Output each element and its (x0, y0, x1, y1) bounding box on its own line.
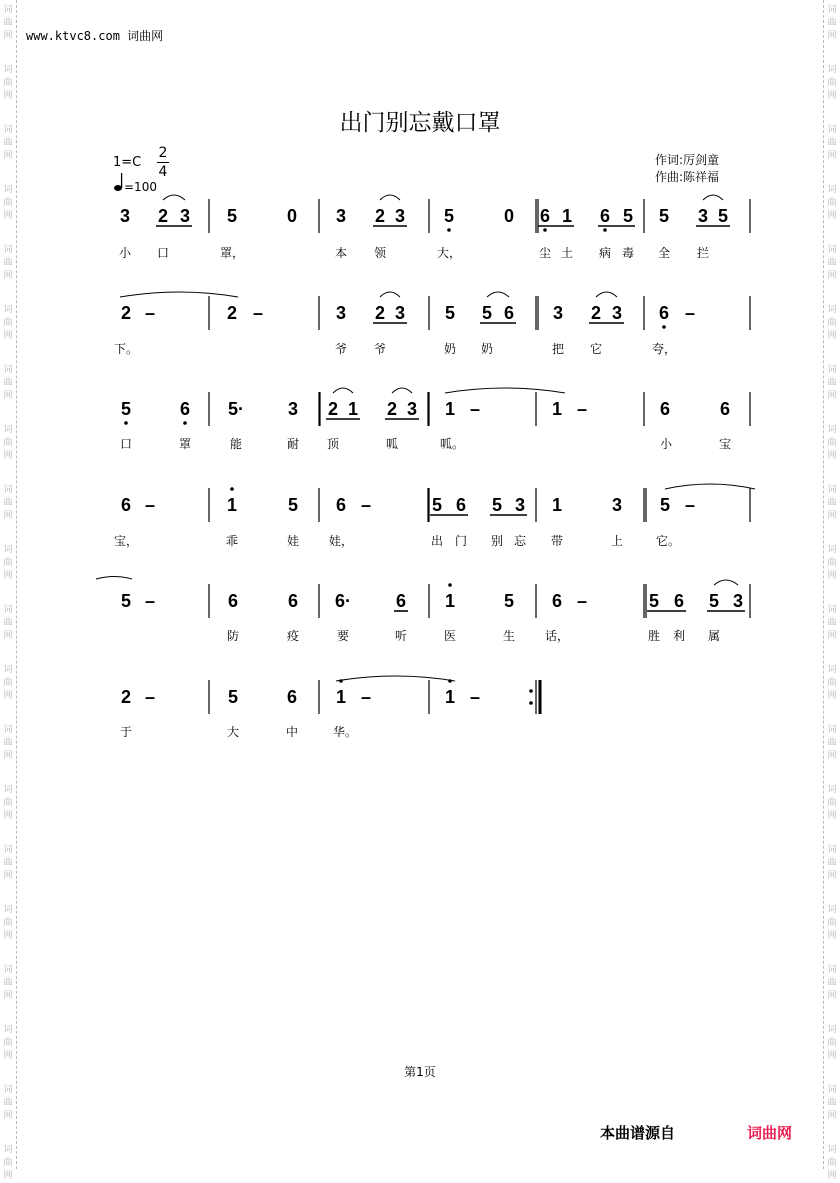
lyric: 呱。 (439, 437, 465, 451)
note: 2 (386, 399, 398, 419)
watermark-text: 词 曲 网 (827, 1145, 837, 1181)
note: 2 (226, 303, 238, 323)
note: – (469, 687, 481, 707)
slur (380, 195, 400, 200)
lyric: 华。 (332, 725, 358, 739)
lyric: 门 (454, 534, 468, 548)
lyric: 中 (285, 725, 299, 739)
watermark-text: 词 曲 网 (827, 305, 837, 341)
lyric: 毒 (621, 246, 635, 260)
watermark-text: 词 曲 网 (3, 365, 13, 401)
page-number: 第1页 (404, 1065, 436, 1079)
lyric: 防 (226, 629, 240, 643)
lyric: 全 (657, 246, 671, 260)
note: 5 (120, 399, 132, 419)
lyric: 疫 (286, 629, 300, 643)
note: 6 (551, 591, 563, 611)
lyric: 顶 (326, 437, 340, 451)
watermark-text: 词 曲 网 (3, 485, 13, 521)
watermark-text: 词 曲 网 (827, 1025, 837, 1061)
lyric: 出 (430, 534, 444, 548)
lyric: 医 (443, 629, 457, 643)
watermark-text: 词 曲 网 (3, 545, 13, 581)
lyric: 娃， (328, 534, 354, 548)
lyric: 要 (336, 629, 350, 643)
lyric: 口 (156, 246, 170, 260)
note: 3 (514, 495, 526, 515)
slur (392, 388, 412, 393)
note: 3 (179, 206, 191, 226)
watermark-text: 词 曲 网 (3, 965, 13, 1001)
watermark-text: 词 曲 网 (3, 125, 13, 161)
note: 2 (374, 303, 386, 323)
note: – (576, 399, 588, 419)
lyric: 夸， (651, 342, 677, 356)
watermark-text: 词 曲 网 (827, 5, 837, 41)
note: – (469, 399, 481, 419)
lyric: 于 (119, 725, 133, 739)
lyric: 爷 (334, 342, 348, 356)
watermark-text: 词 曲 网 (827, 785, 837, 821)
note: 5 (431, 495, 443, 515)
note: 6 (335, 495, 347, 515)
note: 2 (374, 206, 386, 226)
lyric: 能 (229, 437, 243, 451)
lyric: 大， (436, 246, 462, 260)
note: 1 (551, 399, 563, 419)
watermark-text: 词 曲 网 (3, 1025, 13, 1061)
source-logo[interactable]: 词曲网 (747, 1124, 793, 1142)
note: 2 (327, 399, 339, 419)
slur (703, 195, 723, 200)
slur (665, 484, 755, 489)
note: 5 (227, 687, 239, 707)
watermark-text: 词 曲 网 (3, 605, 13, 641)
note: 3 (406, 399, 418, 419)
lyric: 小 (659, 437, 673, 451)
watermark-text: 词 曲 网 (827, 425, 837, 461)
slur (596, 292, 617, 297)
lyricist-credit: 作词:厉剑童 (655, 153, 720, 167)
note: – (144, 591, 156, 611)
slur (336, 676, 455, 681)
lyric: 耐 (286, 437, 300, 451)
lyric: 罩， (219, 246, 245, 260)
note: 3 (335, 206, 347, 226)
lyric: 把 (551, 342, 565, 356)
note: 3 (732, 591, 744, 611)
note: 6 (120, 495, 132, 515)
watermark-text: 词 曲 网 (3, 425, 13, 461)
note: 3 (287, 399, 299, 419)
note: 3 (611, 303, 623, 323)
lyric: 土 (560, 246, 574, 260)
watermark-text: 词 曲 网 (827, 905, 837, 941)
lyric: 罩 (178, 437, 192, 451)
lyric: 宝 (718, 437, 732, 451)
watermark-text: 词 曲 网 (3, 305, 13, 341)
note: 6 (673, 591, 685, 611)
note: 5 (443, 206, 455, 226)
note: 6 (227, 591, 239, 611)
lower-octave-dot (447, 228, 451, 232)
song-title: 出门别忘戴口罩 (339, 110, 501, 136)
watermark-text: 词 曲 网 (827, 125, 837, 161)
note: 5 (120, 591, 132, 611)
lyric: 上 (610, 534, 624, 548)
note: 5 (658, 206, 670, 226)
lyric: 带 (550, 534, 564, 548)
note: 1 (444, 687, 456, 707)
note: 2 (120, 303, 132, 323)
note: 1 (444, 591, 456, 611)
site-url[interactable]: www.ktvc8.com 词曲网 (26, 29, 164, 43)
note: 1 (347, 399, 359, 419)
watermark-text: 词 曲 网 (827, 845, 837, 881)
note: – (360, 495, 372, 515)
note: 5· (227, 399, 245, 419)
note: 6 (179, 399, 191, 419)
note: 1 (561, 206, 573, 226)
slur (120, 292, 238, 297)
upper-octave-dot (230, 487, 234, 491)
lower-octave-dot (603, 228, 607, 232)
repeat-dot (529, 701, 533, 705)
lyric: 尘 (538, 246, 552, 260)
note: 3 (335, 303, 347, 323)
watermark-text: 词 曲 网 (827, 365, 837, 401)
note: 1 (335, 687, 347, 707)
note: – (144, 687, 156, 707)
lower-octave-dot (183, 421, 187, 425)
note: 6 (539, 206, 551, 226)
lyric: 听 (394, 629, 408, 643)
slur (487, 292, 509, 297)
note: 5 (444, 303, 456, 323)
key-signature: 1=C (113, 155, 142, 170)
note: 0 (286, 206, 298, 226)
note: 6 (599, 206, 611, 226)
tempo-marking: =100 (124, 180, 157, 194)
note: 3 (394, 206, 406, 226)
note: 3 (119, 206, 131, 226)
note: 3 (394, 303, 406, 323)
lyric: 大 (226, 725, 240, 739)
note: 5 (503, 591, 515, 611)
note: 6 (503, 303, 515, 323)
watermark-text: 词 曲 网 (827, 965, 837, 1001)
note: 2 (590, 303, 602, 323)
watermark-text: 词 曲 网 (3, 665, 13, 701)
lyric: 话， (544, 629, 570, 643)
lower-octave-dot (124, 421, 128, 425)
slur (445, 388, 565, 393)
watermark-text: 词 曲 网 (3, 725, 13, 761)
note: 5 (659, 495, 671, 515)
lyric: 娃 (286, 534, 300, 548)
watermark-text: 词 曲 网 (3, 905, 13, 941)
note: 5 (287, 495, 299, 515)
note: – (360, 687, 372, 707)
lower-octave-dot (543, 228, 547, 232)
note: 5 (648, 591, 660, 611)
lower-octave-dot (662, 325, 666, 329)
note: 6 (659, 399, 671, 419)
note: – (144, 303, 156, 323)
note: 3 (611, 495, 623, 515)
time-signature-top: 2 (158, 145, 168, 161)
note: 2 (157, 206, 169, 226)
watermark-text: 词 曲 网 (827, 605, 837, 641)
note: 6 (287, 591, 299, 611)
note: 5 (622, 206, 634, 226)
note: 6· (334, 591, 352, 611)
lyric: 属 (707, 629, 721, 643)
note: 5 (708, 591, 720, 611)
note: – (684, 303, 696, 323)
note: 6 (719, 399, 731, 419)
note: 3 (552, 303, 564, 323)
watermark-text: 词 曲 网 (3, 65, 13, 101)
note: 5 (481, 303, 493, 323)
composer-credit: 作曲:陈祥福 (655, 170, 720, 184)
lyric: 本 (334, 246, 348, 260)
note: 1 (226, 495, 238, 515)
note: 5 (717, 206, 729, 226)
lyric: 奶 (443, 342, 457, 356)
lyric: 领 (373, 246, 387, 260)
note: 1 (551, 495, 563, 515)
slur (333, 388, 353, 393)
lyric: 它 (589, 342, 603, 356)
note: 6 (455, 495, 467, 515)
lyric: 乖 (225, 534, 239, 548)
note: 5 (491, 495, 503, 515)
watermark-text: 词 曲 网 (827, 65, 837, 101)
watermark-text: 词 曲 网 (827, 545, 837, 581)
slur (714, 580, 738, 585)
watermark-text: 词 曲 网 (827, 665, 837, 701)
watermark-text: 词 曲 网 (3, 185, 13, 221)
watermark-text: 词 曲 网 (827, 485, 837, 521)
tie (96, 577, 132, 580)
slur (380, 292, 400, 297)
lyric: 口 (119, 437, 133, 451)
lyric: 拦 (696, 246, 710, 260)
note: – (144, 495, 156, 515)
note: 6 (286, 687, 298, 707)
watermark-text: 词 曲 网 (827, 725, 837, 761)
slur (163, 195, 185, 200)
watermark-text: 词 曲 网 (3, 785, 13, 821)
lyric: 病 (598, 246, 612, 260)
repeat-dot (529, 689, 533, 693)
lyric: 别 (490, 534, 504, 548)
watermark-text: 词 曲 网 (3, 845, 13, 881)
watermark-text: 词 曲 网 (3, 1145, 13, 1181)
note: 6 (658, 303, 670, 323)
lyric: 利 (672, 629, 686, 643)
note: 5 (226, 206, 238, 226)
lyric: 生 (502, 629, 516, 643)
lyric: 忘 (513, 534, 527, 548)
lyric: 奶 (480, 342, 494, 356)
watermark-text: 词 曲 网 (3, 245, 13, 281)
watermark-text: 词 曲 网 (3, 1085, 13, 1121)
lyric: 它。 (655, 534, 681, 548)
note: 2 (120, 687, 132, 707)
note: 3 (697, 206, 709, 226)
upper-octave-dot (448, 583, 452, 587)
lyric: 宝， (113, 534, 139, 548)
lyric: 呱 (385, 437, 399, 451)
note: – (576, 591, 588, 611)
note: 0 (503, 206, 515, 226)
lyric: 小 (118, 246, 132, 260)
source-text: 本曲谱源自 (600, 1124, 676, 1142)
note: 6 (395, 591, 407, 611)
time-signature-bottom: 4 (158, 164, 168, 180)
watermark-text: 词 曲 网 (3, 5, 13, 41)
note: – (252, 303, 264, 323)
watermark-text: 词 曲 网 (827, 185, 837, 221)
lyric: 爷 (373, 342, 387, 356)
lyric: 胜 (647, 629, 661, 643)
watermark-text: 词 曲 网 (827, 245, 837, 281)
note: 1 (444, 399, 456, 419)
lyric: 下。 (113, 342, 139, 356)
watermark-text: 词 曲 网 (827, 1085, 837, 1121)
note: – (684, 495, 696, 515)
